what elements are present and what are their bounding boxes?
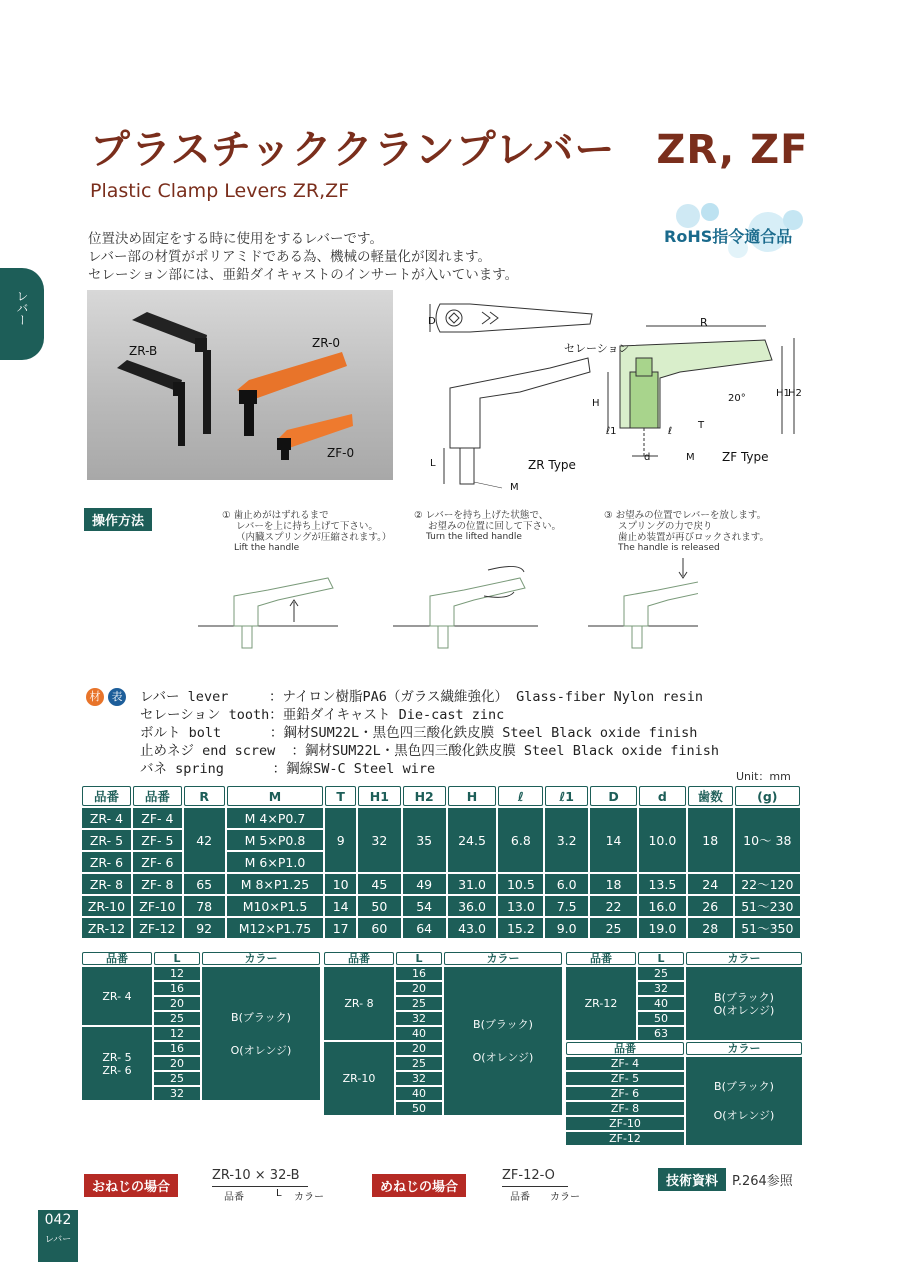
col-header: D [590,786,637,806]
operation-label: 操作方法 [84,508,152,531]
materials-list: レバー lever ：ナイロン樹脂PA6（ガラス繊維強化） Glass-fiber Nylon resin セレーション tooth：亜鉛ダイキャスト Die-cast zinc ボルト bolt ：鋼材SUM22L・黒色四三酸化鉄皮膜 Steel Black oxide finish 止めネジ end screw ：鋼材SUM22L・黒色四三酸化鉄皮膜 Steel Black oxide finish バネ spring ：鋼線SW-C Steel wire [140,689,719,777]
zf-type-label: ZF Type [722,450,769,464]
male-code: ZR-10 × 32-B [212,1168,300,1183]
table-row: ZR- 8 ZF- 8 65 M 8×P1.25 10 45 49 31.0 10.5 6.0 18 13.5 24 22～120 [82,874,800,894]
code-part: L [276,1188,282,1199]
female-code: ZF-12-O [502,1168,555,1183]
color-cell: B(ブラック) O(オレンジ) [686,967,802,1040]
operation-diagram [198,556,698,656]
dim-D: D [428,316,436,327]
code-part: 品番 [224,1192,244,1203]
code-part: カラー [294,1192,324,1203]
col-header: ℓ1 [545,786,588,806]
table-row: ZR-10 ZF-10 78 M10×P1.5 14 50 54 36.0 13.0 7.5 22 16.0 26 51～230 [82,896,800,916]
dim-M: M [510,482,519,493]
code-part: 品番 [510,1192,530,1203]
desc-line: 位置決め固定をする時に使用をするレバーです。 [88,231,383,247]
unit-label: Unit：mm [736,770,791,783]
col-header: H2 [403,786,446,806]
col-header: M [227,786,324,806]
dim-l1: ℓ1 [606,426,617,437]
table-row: ZR- 6 ZF- 6 M 6×P1.0 [82,852,800,872]
dim-T: T [698,420,705,431]
col-header: R [184,786,225,806]
desc-line: セレーション部には、亜鉛ダイキャストのインサートが入いています。 [88,267,519,283]
col-header: (g) [735,786,800,806]
dim-d: d [644,452,651,463]
dim-H: H [592,398,600,409]
description [88,230,518,284]
technical-drawing [410,288,805,498]
photo-label: ZF-0 [327,446,355,460]
table-row: ZR- 4 ZF- 4 42 M 4×P0.7 9 32 35 24.5 6.8 3.2 14 10.0 18 10～ 38 [82,808,800,828]
photo-label: ZR-B [129,344,158,358]
code-part: カラー [550,1192,580,1203]
product-photo [87,290,393,480]
side-tab[interactable]: レバー [0,268,44,360]
page-subtitle: Plastic Clamp Levers ZR,ZF [90,180,350,202]
table-row: ZR-12 ZF-12 92 M12×P1.75 17 60 64 43.0 15.2 9.0 25 19.0 28 51～350 [82,918,800,938]
dim-20: 20° [728,393,746,404]
length-table-3: 品番 L カラー ZR-12 25 B(ブラック) O(オレンジ) 32 40 50 63 品番 カラー ZF- 4 B(ブラック) O(オレンジ) ZF- 5 ZF- 6 ZF- 8 ZF-10 ZF-12 [564,950,804,1147]
desc-line: レバー部の材質がポリアミドである為、機械の軽量化が図れます。 [88,249,491,265]
spec-table [80,784,802,940]
col-header: ℓ [498,786,543,806]
col-header: H1 [358,786,401,806]
dim-l: ℓ [668,426,673,437]
step-2: ② レバーを持ち上げた状態で、 お望みの位置に回して下さい。 Turn the lifted handle [414,510,562,542]
col-header: 品番 [82,786,131,806]
rohs-badge: RoHS指令適合品 [664,227,793,246]
page-title: プラスチッククランプレバー ZR, ZF [90,127,809,173]
serration-label: セレーション [564,342,630,355]
step-3: ③ お望みの位置でレバーを放します。 スプリングの力で戻り 歯止め装置が再びロックされます。 The handle is released [604,510,770,553]
col-header: 歯数 [688,786,733,806]
dim-H2: H2 [788,388,802,399]
col-header: d [639,786,686,806]
spec-header [82,786,800,806]
color-cell: B(ブラック) O(オレンジ) [444,967,562,1115]
page-number: 042 レバー [38,1210,78,1262]
length-table-1: 品番 L カラー ZR- 4 12 B(ブラック) O(オレンジ) 16 20 25 ZR- 5 ZR- 6 12 16 20 25 32 [80,950,322,1102]
col-header: 品番 [133,786,182,806]
col-header: T [325,786,356,806]
male-thread-label: おねじの場合 [84,1174,178,1197]
step-1: ① 歯止めがはずれるまで レバーを上に持ち上げて下さい。 （内臓スプリングが圧縮されます。） Lift the handle [222,510,392,553]
dim-R: R [700,316,708,329]
dim-M: M [686,452,695,463]
tech-data-label[interactable]: 技術資料 [658,1168,726,1191]
female-thread-label: めねじの場合 [372,1174,466,1197]
photo-label: ZR-0 [312,336,341,350]
dim-L: L [430,458,436,469]
color-cell: B(ブラック) O(オレンジ) [202,967,320,1100]
color-cell: B(ブラック) O(オレンジ) [686,1057,802,1145]
col-header: H [448,786,497,806]
table-row: ZR- 5 ZF- 5 M 5×P0.8 [82,830,800,850]
tech-ref-link[interactable]: P.264参照 [732,1174,793,1189]
dim-H1: H1 [776,388,790,399]
material-badge: 材 [86,688,104,706]
zr-type-label: ZR Type [528,458,576,472]
length-table-2: 品番 L カラー ZR- 8 16 B(ブラック) O(オレンジ) 20 25 32 40 ZR-10 20 25 32 40 50 [322,950,564,1117]
surface-badge: 表 [108,688,126,706]
